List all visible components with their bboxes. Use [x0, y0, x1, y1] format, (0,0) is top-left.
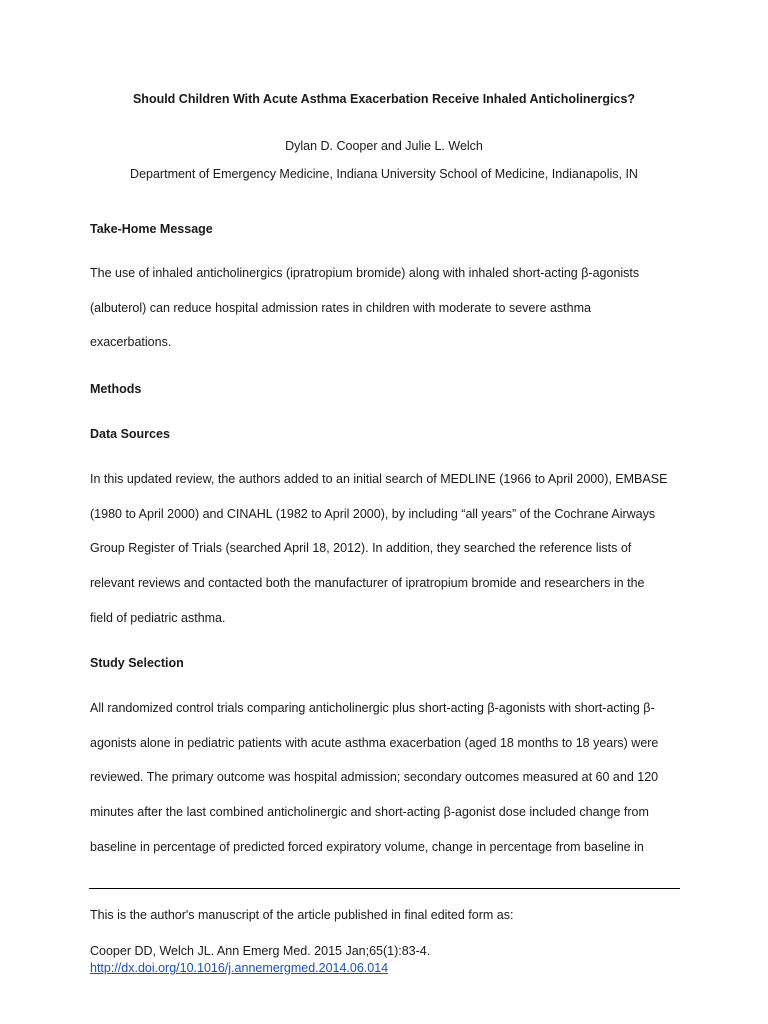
paragraph-line: agonists alone in pediatric patients with acute asthma exacerbation (aged 18 months to 18 years) were	[90, 735, 659, 750]
data-sources-paragraph	[90, 462, 675, 636]
paragraph-line: baseline in percentage of predicted forced expiratory volume, change in percentage from baseline in	[90, 839, 644, 854]
paragraph-line: (1980 to April 2000) and CINAHL (1982 to April 2000), by including “all years” of the Cochrane Airways	[90, 506, 656, 521]
heading-methods: Methods	[90, 382, 142, 396]
paragraph-line: In this updated review, the authors added to an initial search of MEDLINE (1966 to April 2000), EMBASE	[90, 472, 668, 486]
study-selection-paragraph	[90, 691, 675, 865]
paragraph-line: (albuterol) can reduce hospital admission rates in children with moderate to severe asthma	[90, 300, 591, 315]
paragraph-line: The use of inhaled anticholinergics (ipratropium bromide) along with inhaled short-acting β-agonists	[90, 266, 640, 280]
author-names: Dylan D. Cooper and Julie L. Welch	[285, 139, 483, 153]
paragraph-line: minutes after the last combined anticholinergic and short-acting β-agonist dose included change from	[90, 805, 649, 820]
article-title: Should Children With Acute Asthma Exacerbation Receive Inhaled Anticholinergics?	[132, 92, 636, 106]
author-affiliation: Department of Emergency Medicine, Indiana University School of Medicine, Indianapolis, IN	[130, 167, 638, 181]
take-home-paragraph	[90, 256, 675, 360]
paragraph-line: Group Register of Trials (searched April 18, 2012). In addition, they searched the reference lists of	[90, 541, 632, 556]
paragraph-line: exacerbations.	[90, 335, 172, 350]
paragraph-line: reviewed. The primary outcome was hospital admission; secondary outcomes measured at 60 and 120	[90, 770, 659, 785]
paragraph-line: relevant reviews and contacted both the manufacturer of ipratropium bromide and researchers in the	[90, 576, 645, 591]
footnote-divider	[89, 888, 680, 889]
paragraph-line: All randomized control trials comparing anticholinergic plus short-acting β-agonists with short-acting β-	[90, 701, 655, 715]
heading-take-home-message: Take-Home Message	[90, 222, 213, 236]
doi-link[interactable]: http://dx.doi.org/10.1016/j.annemergmed.2014.06.014	[90, 961, 389, 975]
heading-data-sources: Data Sources	[90, 427, 170, 441]
footnote-note: This is the author's manuscript of the article published in final edited form as:	[90, 908, 514, 922]
heading-study-selection: Study Selection	[90, 656, 184, 670]
footnote-citation: Cooper DD, Welch JL. Ann Emerg Med. 2015 Jan;65(1):83-4.	[90, 944, 431, 958]
paragraph-line: field of pediatric asthma.	[90, 610, 226, 625]
